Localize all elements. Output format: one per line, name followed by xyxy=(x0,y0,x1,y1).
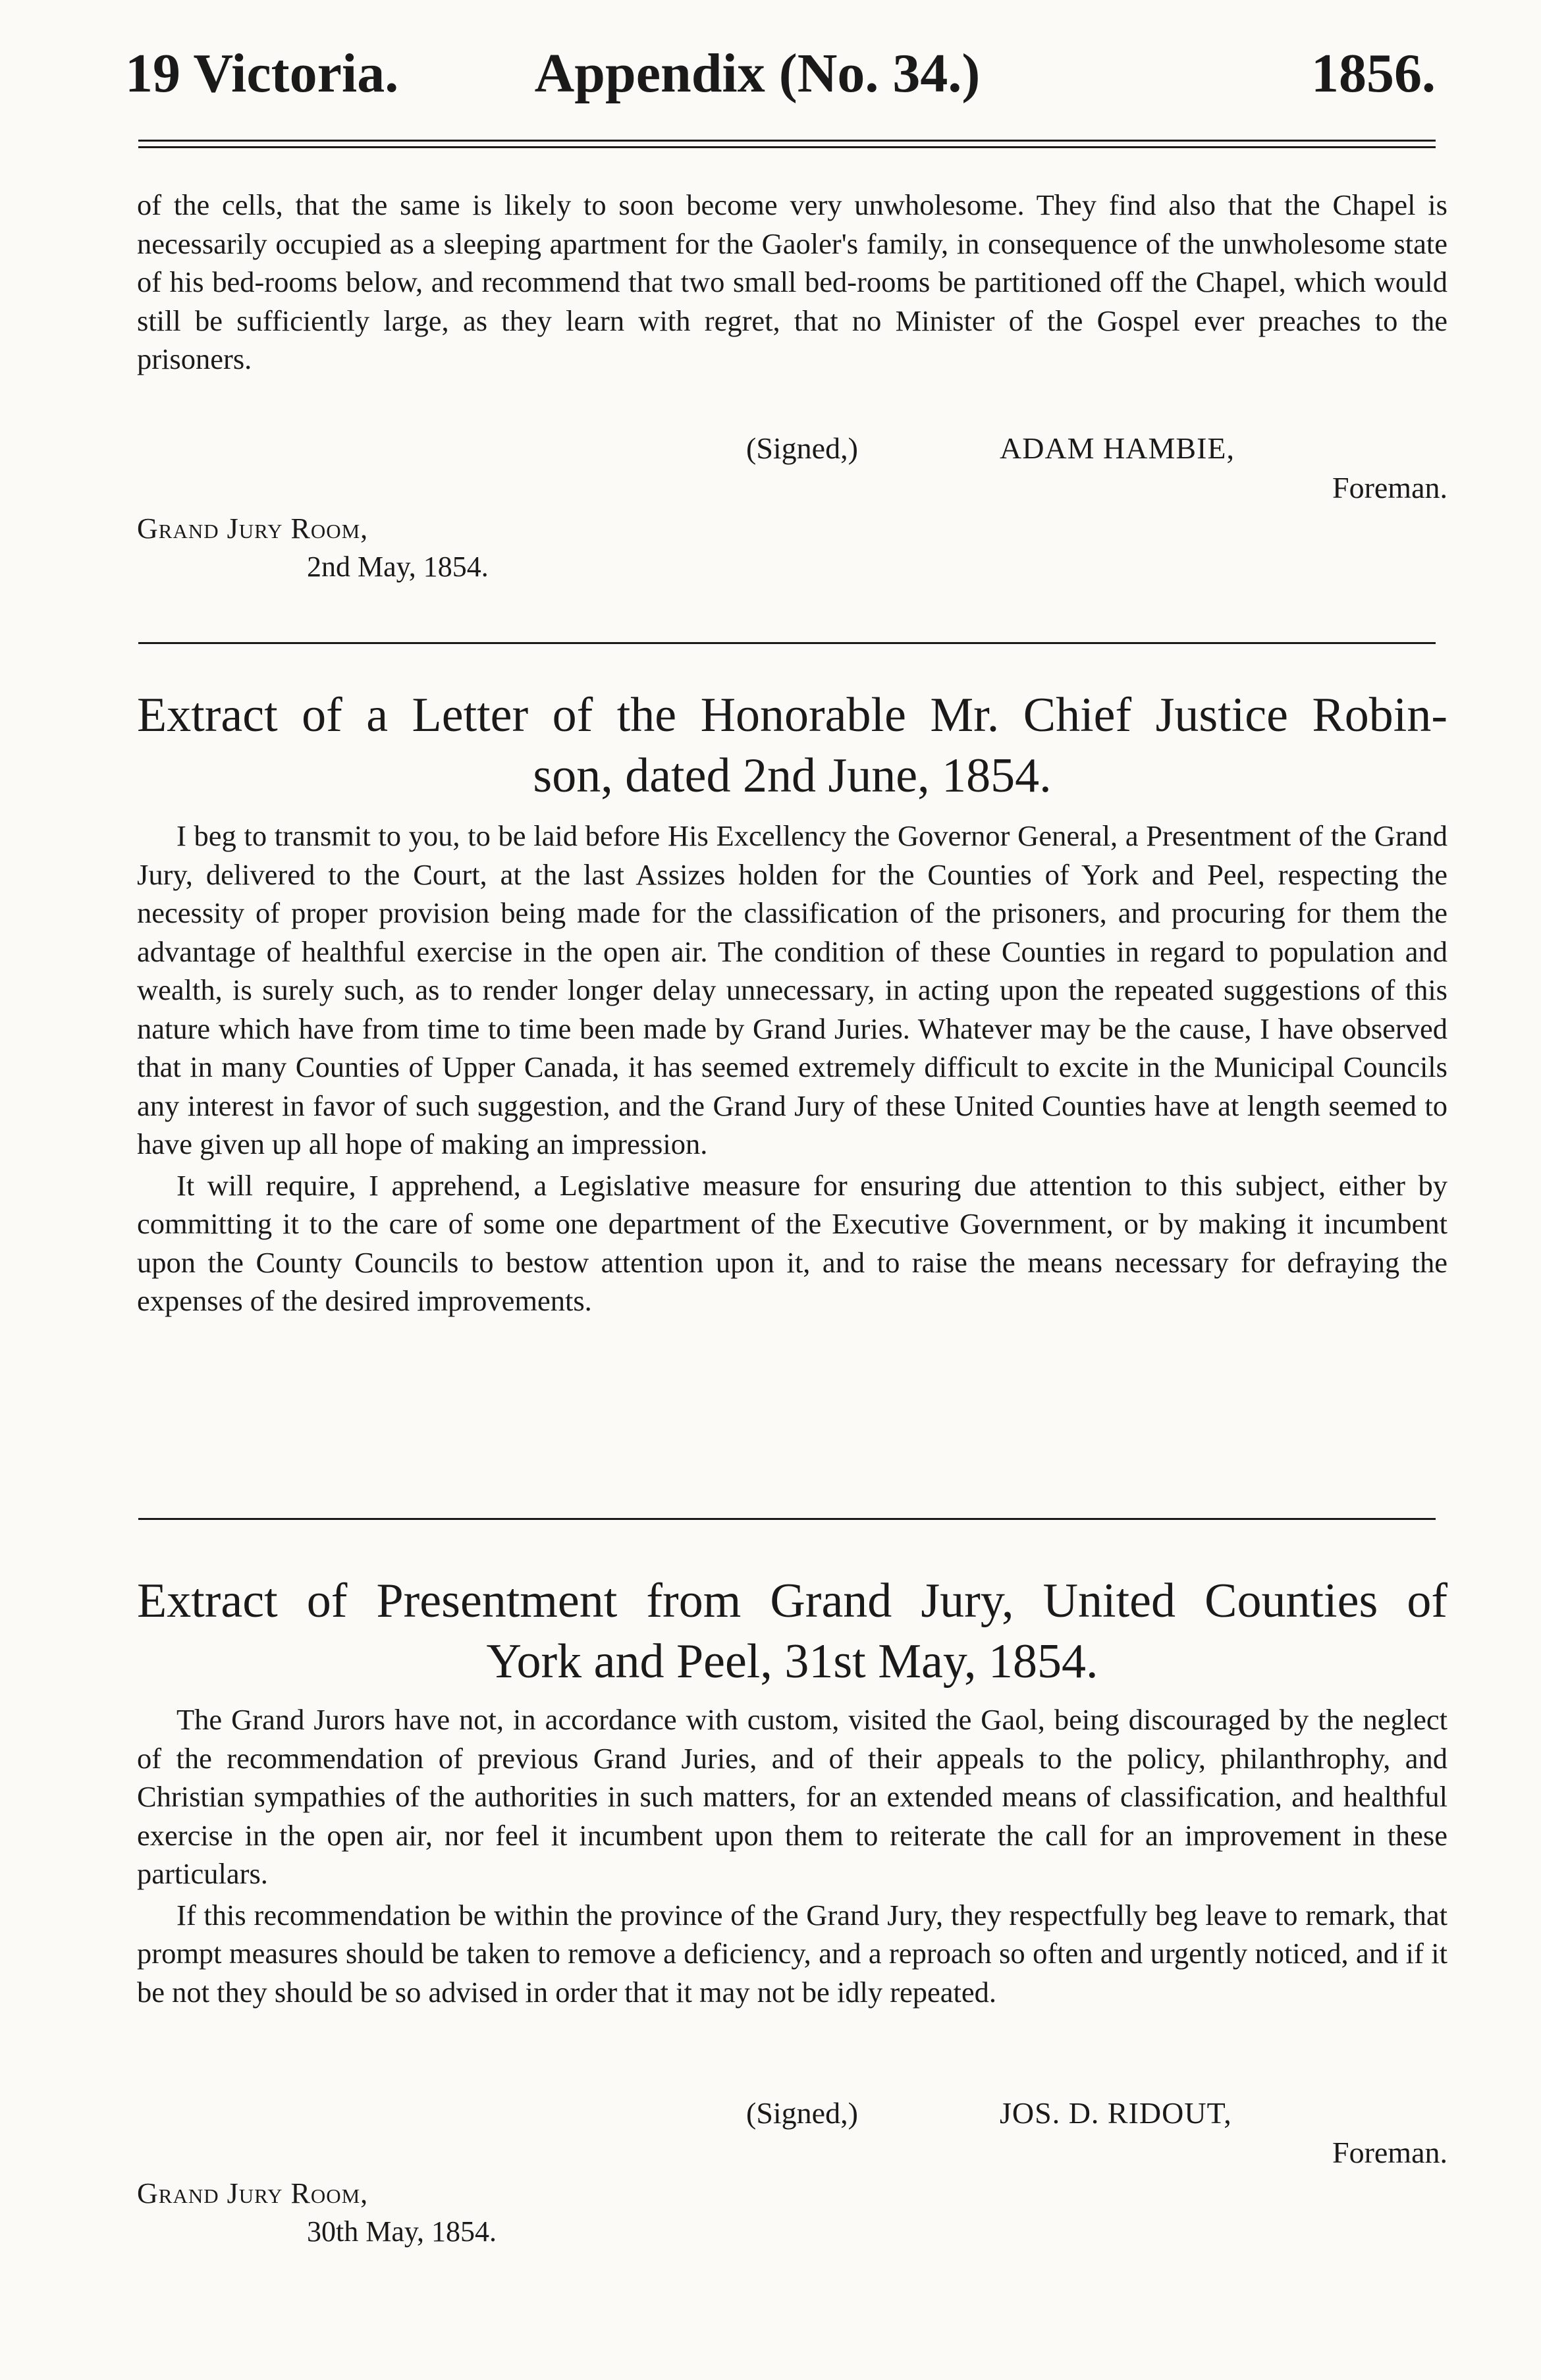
letter-paragraph-2: It will require, I apprehend, a Legislative measure for ensuring due attention to this subject, either by committing it to the care of some one department of the Executive Government, or by making it incumbent upon the County Councils to bestow attention upon it, and to raise the means necessary for defraying the expenses of the desired improvements. xyxy=(137,1168,1447,1317)
signer-name: ADAM HAMBIE, xyxy=(1000,431,1235,465)
letter-paragraph-1: I beg to transmit to you, to be laid before His Excellency the Governor General, a Presentment of the Grand Jury, delivered to the Court, at the last Assizes holden for the Counties of York and Peel, respecting the necessity of proper provision being made for the classification of the prisoners, and procuring for them the advantage of healthful exercise in the open air. The condition of these Counties in regard to population and wealth, is surely such, as to render longer delay unnecessary, in acting upon the repeated suggestions of this nature which have from time to time been made by Grand Juries. Whatever may be the cause, I have observed that in many Counties of Upper Canada, it has seemed extremely difficult to excite in the Municipal Councils any interest in favor of such suggestion, and the Grand Jury of these United Counties have at length seemed to have given up all hope of making an impression. xyxy=(137,819,1447,1160)
section-divider-2 xyxy=(138,1518,1436,1520)
signer-role: Foreman. xyxy=(1332,2136,1447,2169)
heading-line-1: Extract of Presentment from Grand Jury, United Counties of xyxy=(137,1574,1447,1628)
continuation-paragraph: of the cells, that the same is likely to soon become very unwholesome. They find also that the Chapel is necessarily occupied as a sleeping apartment for the Gaoler's family, in consequence of the unwholesome state of his bed-rooms below, and recommend that two small bed-rooms be partitioned off the Chapel, which would still be sufficiently large, as they learn with regret, that no Minister of the Gospel ever preaches to the prisoners. xyxy=(137,188,1447,375)
signature-date: 2nd May, 1854. xyxy=(307,551,489,583)
header-double-rule xyxy=(138,140,1436,149)
header-appendix-number: Appendix (No. 34.) xyxy=(534,43,981,104)
section-continuation xyxy=(137,186,1447,379)
section-heading-presentment xyxy=(137,1571,1447,1692)
running-header xyxy=(125,34,1436,113)
signature-place: Grand Jury Room, xyxy=(137,512,369,545)
section-divider-1 xyxy=(138,642,1436,644)
signed-label: (Signed,) xyxy=(746,2096,858,2130)
signature-block-2 xyxy=(137,2094,1447,2252)
header-year: 1856. xyxy=(1311,43,1436,104)
signature-date: 30th May, 1854. xyxy=(307,2215,497,2248)
section-heading-letter xyxy=(137,685,1447,806)
signature-block-1 xyxy=(137,429,1447,587)
signer-name: JOS. D. RIDOUT, xyxy=(1000,2096,1232,2130)
section-presentment-body xyxy=(137,1700,1447,2011)
signer-role: Foreman. xyxy=(1332,471,1447,504)
heading-line-1: Extract of a Letter of the Honorable Mr. Chief Justice Robin- xyxy=(137,688,1447,742)
presentment-paragraph-2: If this recommendation be within the province of the Grand Jury, they respectfully beg leave to remark, that prompt measures should be taken to remove a deficiency, and a reproach so often and urgently noticed, and if it be not they should be so advised in order that it may not be idly repeated. xyxy=(137,1898,1447,2009)
section-letter-body xyxy=(137,817,1447,1320)
signature-place: Grand Jury Room, xyxy=(137,2177,369,2209)
header-regnal-year: 19 Victoria. xyxy=(125,43,399,104)
heading-line-2: York and Peel, 31st May, 1854. xyxy=(486,1635,1098,1689)
presentment-paragraph-1: The Grand Jurors have not, in accordance with custom, visited the Gaol, being discouraged by the neglect of the recommendation of previous Grand Juries, and of their appeals to the policy, philanthrophy, and Christian sympathies of the authorities in such matters, for an extended means of classification, and healthful exercise in the open air, nor feel it incumbent upon them to reiterate the call for an improvement in these particulars. xyxy=(137,1703,1447,1890)
signed-label: (Signed,) xyxy=(746,431,858,465)
heading-line-2: son, dated 2nd June, 1854. xyxy=(533,749,1052,803)
